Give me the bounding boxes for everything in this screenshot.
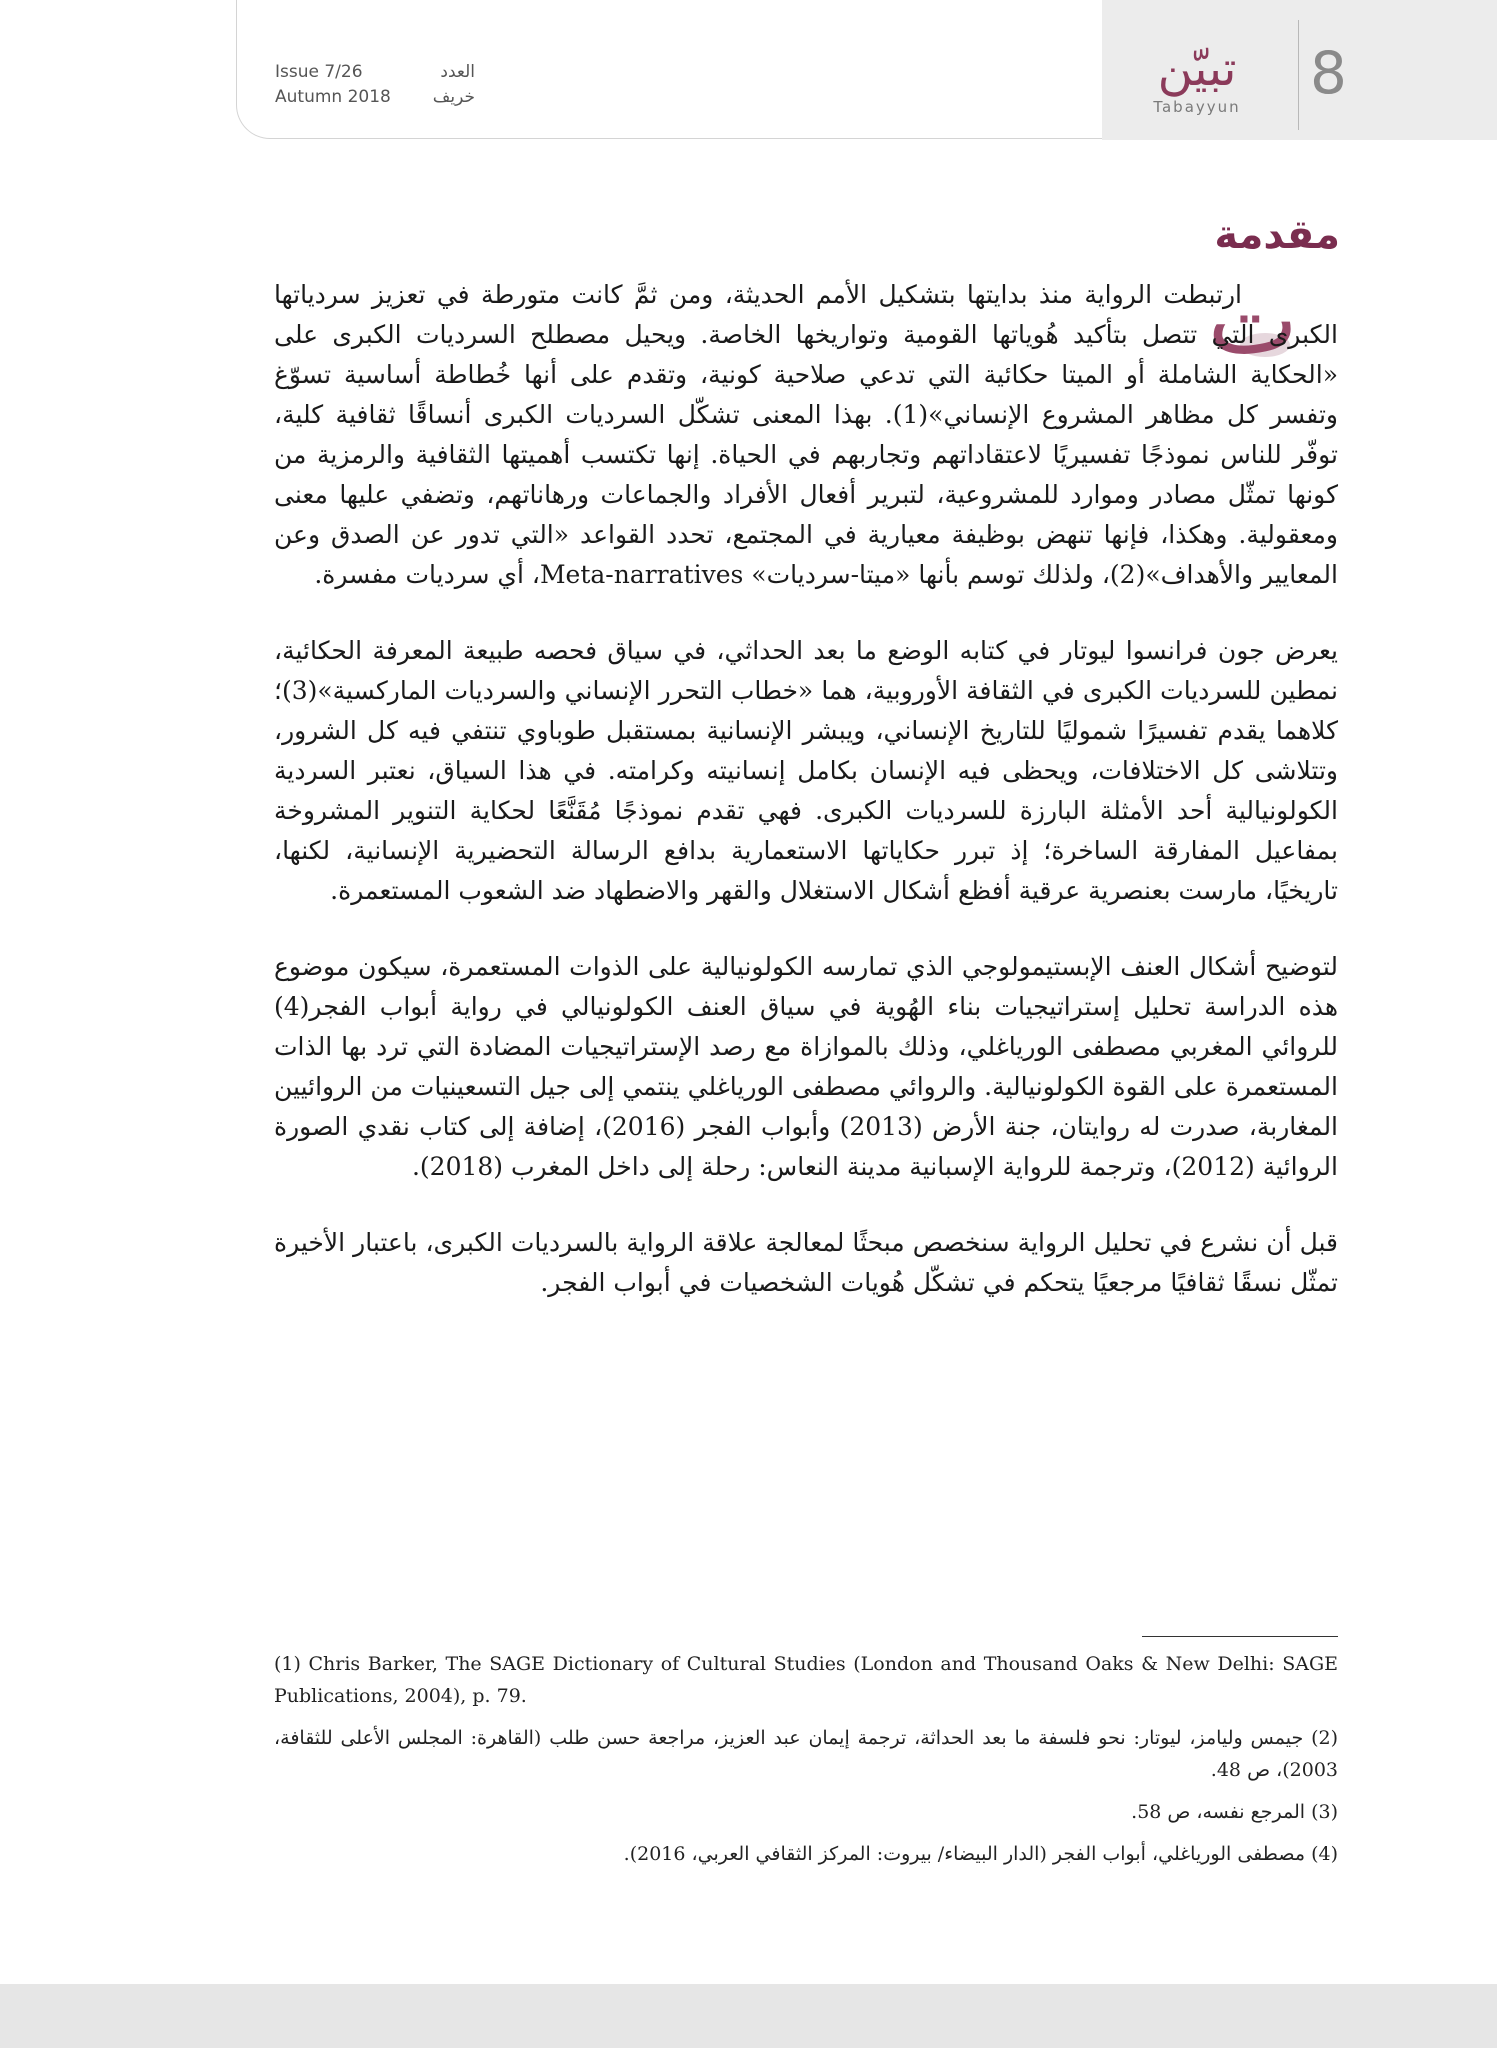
page-number: 8: [1310, 39, 1347, 107]
paragraph-1: [274, 275, 1338, 595]
section-title: مقدمة: [1214, 212, 1340, 258]
season-ar: خريف: [432, 87, 475, 107]
footnote-4: (4) مصطفى الورياغلي، أبواب الفجر (الدار البيضاء/ بيروت: المركز الثقافي العربي، 2016).: [623, 1843, 1338, 1865]
issue-label-ar: العدد: [440, 62, 475, 82]
footnote-3: (3) المرجع نفسه، ص 58.: [1131, 1801, 1338, 1823]
logo-english: Tabayyun: [1153, 98, 1241, 116]
paragraph-1-text: ارتبطت الرواية منذ بدايتها بتشكيل الأمم الحديثة، ومن ثمَّ كانت متورطة في تعزيز سردياتها الكبرى التي تتصل بتأكيد هُوياتها القومية وتواريخها الخاصة. ويحيل مصطلح السرديات الكبرى على «الحكاية الشاملة أو الميتا حكائية التي تدعي صلاحية كونية، وتقدم على أنها خُطاطة أساسية تسوّغ وتفسر كل مظاهر المشروع الإنساني»(1). بهذا المعنى تشكّل السرديات الكبرى أنساقًا ثقافية كلية، توفّر للناس نموذجًا تفسيريًا لاعتقاداتهم وتجاربهم في الحياة. إنها تكتسب أهميتها الثقافية والرمزية من كونها تمثّل مصادر وموارد للمشروعية، لتبرير أفعال الأفراد والجماعات ورهاناتهم، وتضفي عليها معنى ومعقولية. وهكذا، فإنها تنهض بوظيفة معيارية في المجتمع، تحدد القواعد «التي تدور عن الصدق وعن المعايير والأهداف»(2)، ولذلك توسم بأنها «ميتا-سرديات» Meta-narratives، أي سرديات مفسرة.: [274, 280, 1338, 589]
paragraph-2: يعرض جون فرانسوا ليوتار في كتابه الوضع ما بعد الحداثي، في سياق فحصه طبيعة المعرفة الحكائية، نمطين للسرديات الكبرى في الثقافة الأوروبية، هما «خطاب التحرر الإنساني والسرديات الماركسية»(3)؛ كلاهما يقدم تفسيرًا شموليًا للتاريخ الإنساني، ويبشر الإنسانية بمستقبل طوباوي تنتفي فيه كل الشرور، وتتلاشى كل الاختلافات، ويحظى فيه الإنسان بكامل إنسانيته وكرامته. في هذا السياق، نعتبر السردية الكولونيالية أحد الأمثلة البارزة للسرديات الكبرى. فهي تقدم نموذجًا مُقَنَّعًا لحكاية التنوير المشروخة بمفاعيل المفارقة الساخرة؛ إذ تبرر حكاياتها الاستعمارية بدافع الرسالة التحضيرية الإنسانية، لكنها، تاريخيًا، مارست بعنصرية عرقية أفظع أشكال الاستغلال والقهر والاضطهاد ضد الشعوب المستعمرة.: [274, 636, 1338, 905]
article-body: [274, 275, 1338, 1339]
dropcap-letter: ت: [1207, 264, 1298, 376]
season-en: Autumn 2018: [275, 87, 391, 107]
footnotes: [274, 1648, 1338, 1880]
paragraph-4: قبل أن نشرع في تحليل الرواية سنخصص مبحثًا لمعالجة علاقة الرواية بالسرديات الكبرى، باعتبار الأخيرة تمثّل نسقًا ثقافيًا مرجعيًا يتحكم في تشكّل هُويات الشخصيات في أبواب الفجر.: [274, 1228, 1338, 1297]
journal-logo: [1122, 40, 1272, 130]
page-footer-bar: [0, 1984, 1497, 2048]
footnote-1: (1) Chris Barker, The SAGE Dictionary of Cultural Studies (London and Thousand Oaks & New Delhi: SAGE Publications, 2004), p. 79.: [274, 1653, 1338, 1707]
header-divider: [1298, 20, 1299, 130]
logo-arabic: تبيّن: [1157, 41, 1237, 97]
footnote-2: (2) جيمس وليامز، ليوتار: نحو فلسفة ما بعد الحداثة، ترجمة إيمان عبد العزيز، مراجعة حسن طلب (القاهرة: المجلس الأعلى للثقافة، 2003)، ص 48.: [274, 1727, 1338, 1781]
footnote-divider: [1142, 1636, 1338, 1637]
issue-info: [275, 60, 475, 110]
paragraph-3: لتوضيح أشكال العنف الإبستيمولوجي الذي تمارسه الكولونيالية على الذوات المستعمرة، سيكون موضوع هذه الدراسة تحليل إستراتيجيات بناء الهُوية في سياق العنف الكولونيالي في رواية أبواب الفجر(4) للروائي المغربي مصطفى الورياغلي، وذلك بالموازاة مع رصد الإستراتيجيات المضادة التي ترد بها الذات المستعمرة على القوة الكولونيالية. والروائي مصطفى الورياغلي ينتمي إلى جيل التسعينيات من الروائيين المغاربة، صدرت له روايتان، جنة الأرض (2013) وأبواب الفجر (2016)، إضافة إلى كتاب نقدي الصورة الروائية (2012)، وترجمة للرواية الإسبانية مدينة النعاس: رحلة إلى داخل المغرب (2018).: [274, 952, 1339, 1181]
issue-label-en: Issue 7/26: [275, 62, 363, 82]
